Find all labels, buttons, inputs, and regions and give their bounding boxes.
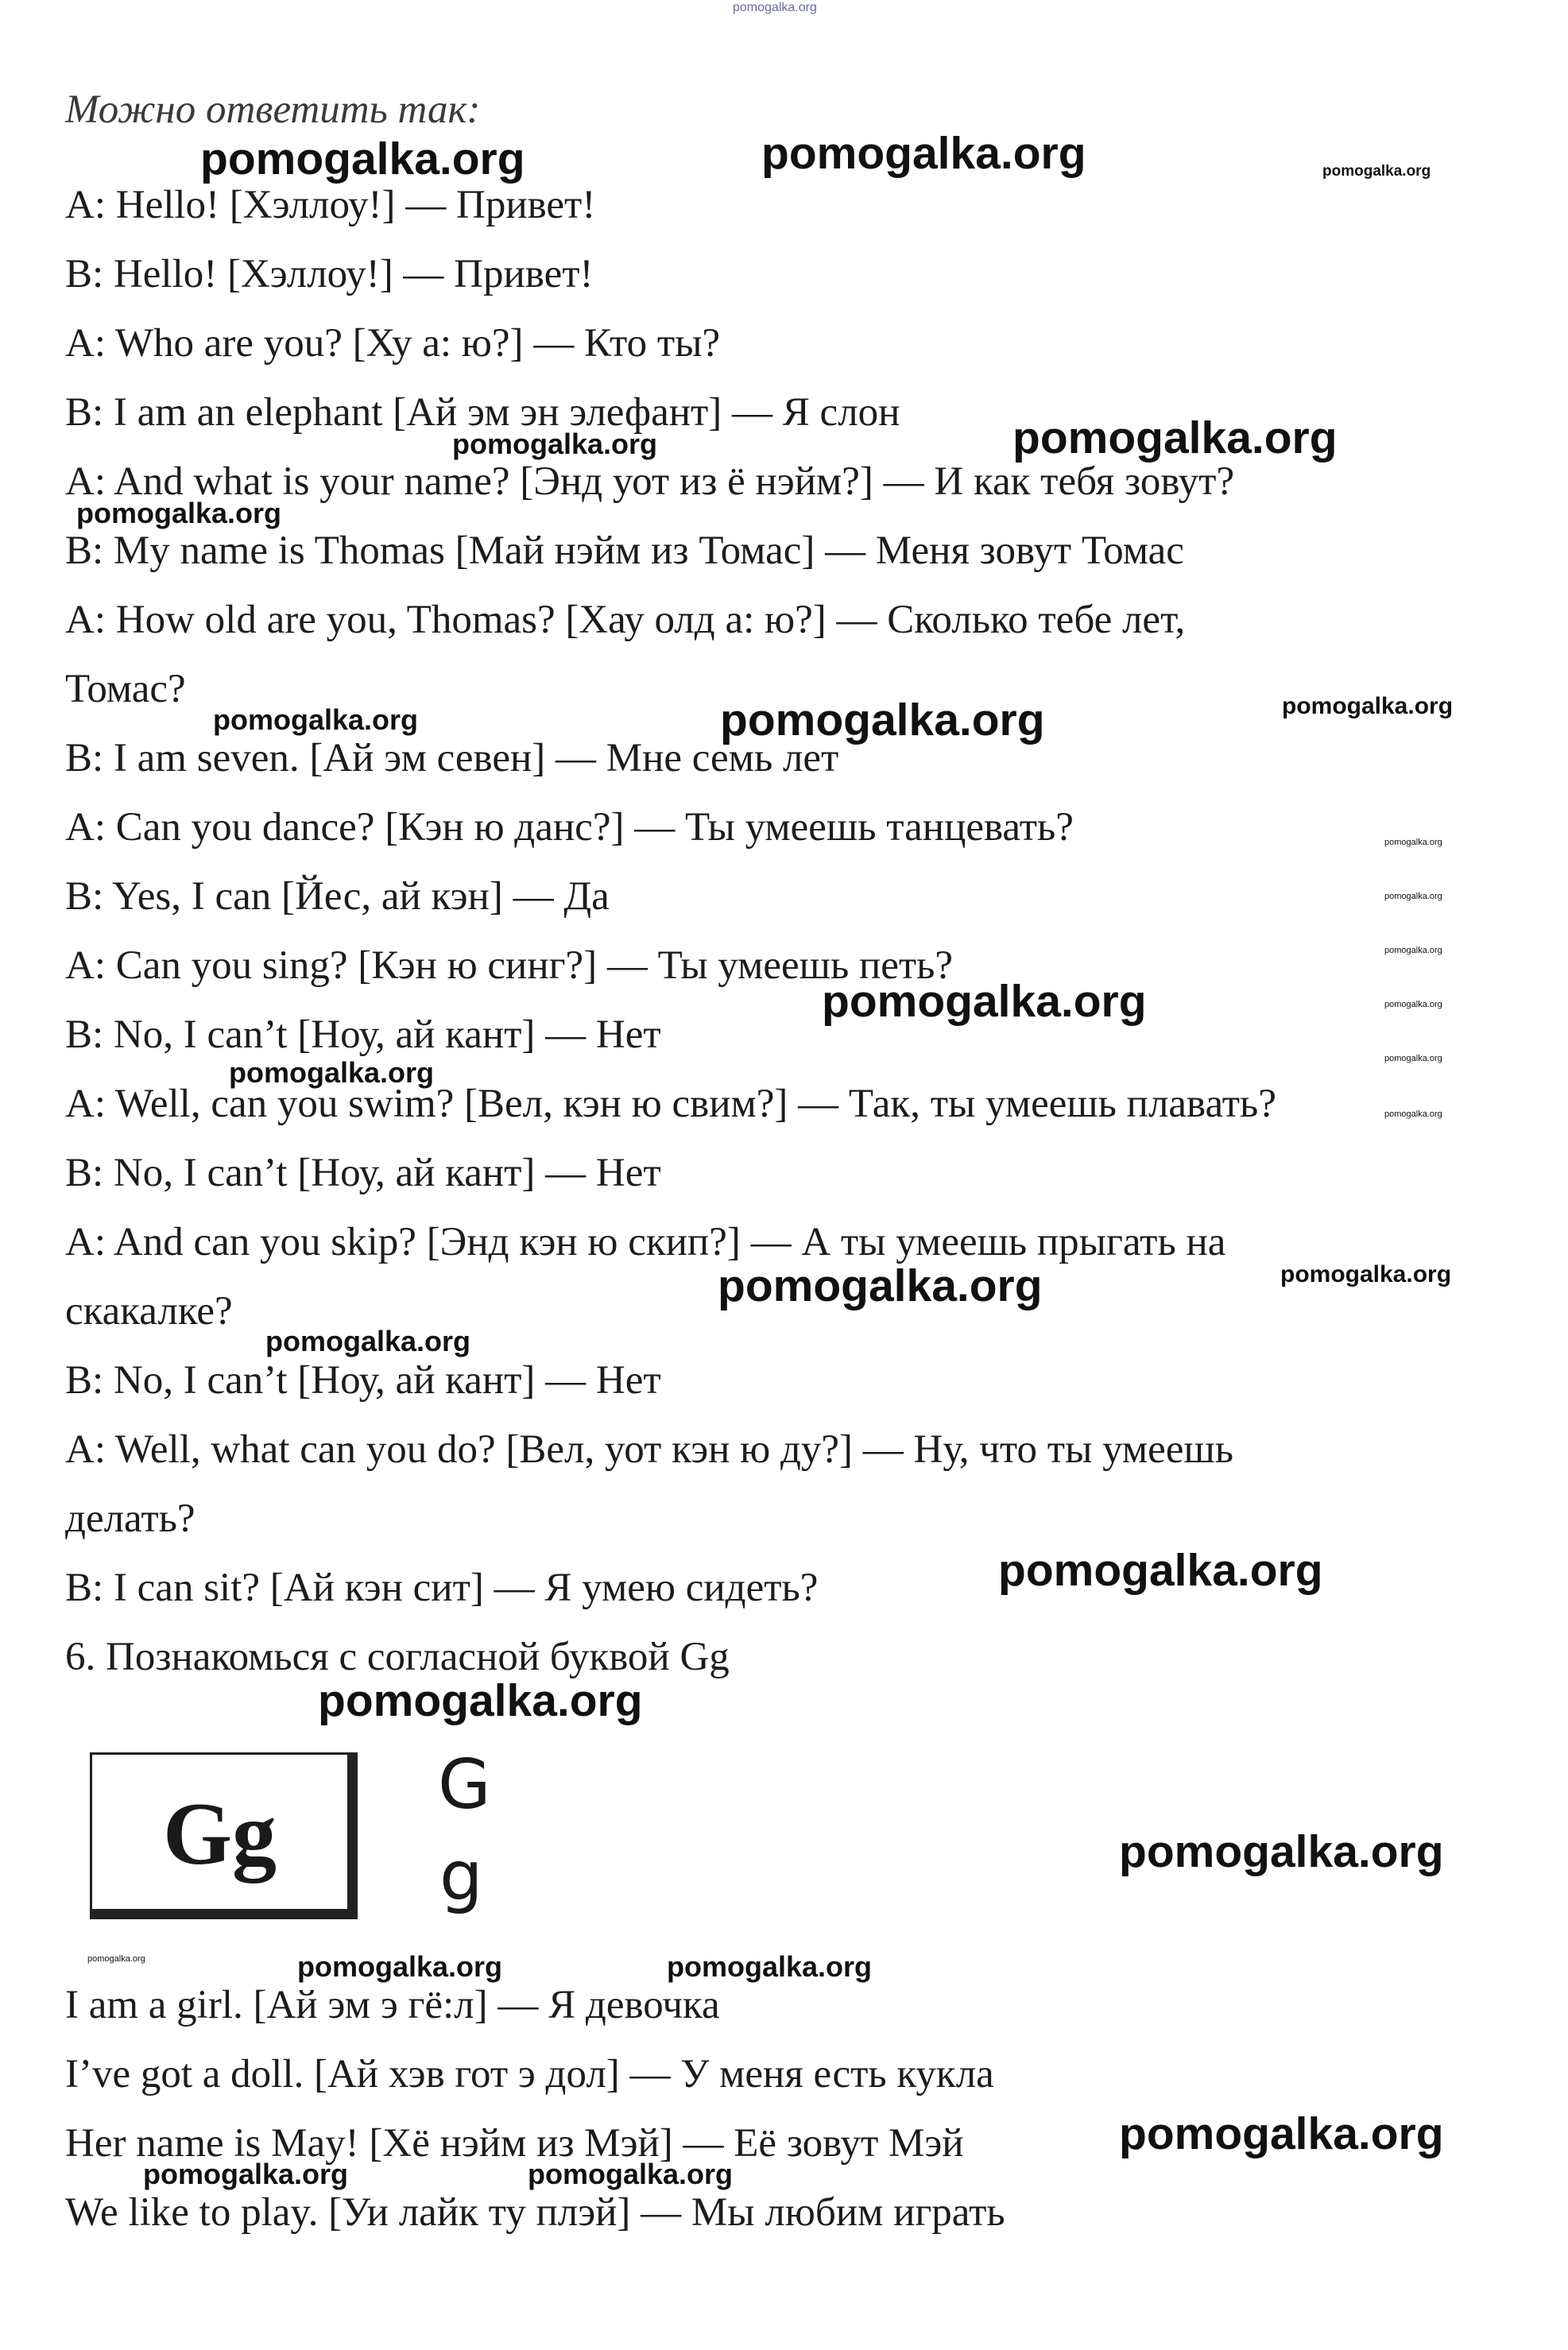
watermark: pomogalka.org [1280, 1261, 1452, 1287]
watermark: pomogalka.org [528, 2158, 734, 2190]
watermark: pomogalka.org [265, 1325, 471, 1357]
watermark: pomogalka.org [1322, 163, 1431, 180]
dialogue-line: B: No, I can’t [Ноу, ай кант] — Нет [65, 1151, 661, 1195]
watermark: pomogalka.org [318, 1675, 643, 1726]
watermark: pomogalka.org [720, 695, 1045, 745]
watermark: pomogalka.org [143, 2158, 349, 2190]
dialogue-line: B: No, I can’t [Ноу, ай кант] — Нет [65, 1012, 661, 1057]
dialogue-line: A: Well, can you swim? [Вел, кэн ю свим?] — Так, ты умеешь плавать? [65, 1082, 1276, 1126]
watermark: pomogalka.org [1384, 1054, 1442, 1063]
poem-line: We like to play. [Уи лайк ту плэй] — Мы любим играть [65, 2190, 1005, 2235]
watermark: pomogalka.org [213, 703, 419, 736]
print-letter-upper: G [438, 1745, 491, 1825]
dialogue-line: B: Hello! [Хэллоу!] — Привет! [65, 252, 594, 296]
watermark: pomogalka.org [998, 1545, 1323, 1596]
intro-text: Можно ответить так: [65, 87, 481, 132]
watermark: pomogalka.org [718, 1260, 1043, 1311]
watermark: pomogalka.org [87, 1954, 145, 1964]
letter-card-boxed-text: Gg [162, 1785, 277, 1883]
print-letter-lower: g [439, 1837, 483, 1916]
dialogue-line: A: Can you sing? [Кэн ю синг?] — Ты умеешь петь? [65, 943, 954, 988]
watermark: pomogalka.org [733, 1, 817, 14]
watermark: pomogalka.org [1384, 892, 1442, 901]
dialogue-line: B: I am an elephant [Ай эм эн элефант] — Я слон [65, 390, 900, 435]
watermark: pomogalka.org [1119, 2108, 1444, 2159]
dialogue-line: Томас? [65, 667, 186, 711]
watermark: pomogalka.org [200, 134, 525, 184]
dialogue-line: B: Yes, I can [Йес, ай кэн] — Да [65, 874, 610, 919]
watermark: pomogalka.org [1119, 1826, 1444, 1877]
dialogue-line: A: Hello! [Хэллоу!] — Привет! [65, 183, 596, 227]
dialogue-line: скакалке? [65, 1289, 233, 1334]
dialogue-line: A: Who are you? [Ху а: ю?] — Кто ты? [65, 321, 721, 366]
watermark: pomogalka.org [761, 128, 1086, 179]
watermark: pomogalka.org [1384, 1000, 1442, 1009]
dialogue-line: B: No, I can’t [Ноу, ай кант] — Нет [65, 1358, 661, 1403]
watermark: pomogalka.org [1384, 838, 1442, 847]
dialogue-line: A: Well, what can you do? [Вел, уот кэн ю ду?] — Ну, что ты умеешь [65, 1427, 1233, 1472]
watermark: pomogalka.org [1282, 693, 1454, 719]
poem-line: Her name is May! [Хё нэйм из Мэй] — Её зовут Мэй [65, 2121, 964, 2166]
watermark: pomogalka.org [822, 976, 1147, 1027]
watermark: pomogalka.org [667, 1950, 873, 1983]
dialogue-line: A: Can you dance? [Кэн ю данс?] — Ты умеешь танцевать? [65, 805, 1074, 850]
watermark: pomogalka.org [1012, 412, 1338, 463]
watermark: pomogalka.org [76, 497, 282, 529]
dialogue-line: A: How old are you, Thomas? [Хау олд а: ю?] — Сколько тебе лет, [65, 598, 1186, 642]
watermark: pomogalka.org [297, 1950, 503, 1983]
watermark: pomogalka.org [452, 428, 658, 460]
poem-line: I’ve got a doll. [Ай хэв гот э дол] — У меня есть кукла [65, 2052, 994, 2096]
dialogue-line: A: And what is your name? [Энд уот из ё нэйм?] — И как тебя зовут? [65, 459, 1235, 504]
watermark: pomogalka.org [229, 1056, 435, 1089]
letter-card-box [90, 1752, 358, 1919]
dialogue-line: B: My name is Thomas [Май нэйм из Томас] — Меня зовут Томас [65, 528, 1184, 573]
dialogue-line: B: I am seven. [Ай эм севен] — Мне семь лет [65, 736, 839, 780]
watermark: pomogalka.org [1384, 946, 1442, 955]
dialogue-line: A: And can you skip? [Энд кэн ю скип?] — А ты умеешь прыгать на [65, 1220, 1226, 1264]
watermark: pomogalka.org [1384, 1109, 1442, 1119]
dialogue-line: делать? [65, 1496, 196, 1541]
dialogue-line: B: I can sit? [Ай кэн сит] — Я умею сидеть? [65, 1566, 819, 1610]
poem-line: I am a girl. [Ай эм э гё:л] — Я девочка [65, 1983, 720, 2027]
exercise-heading: 6. Познакомься с согласной буквой Gg [65, 1635, 730, 1679]
